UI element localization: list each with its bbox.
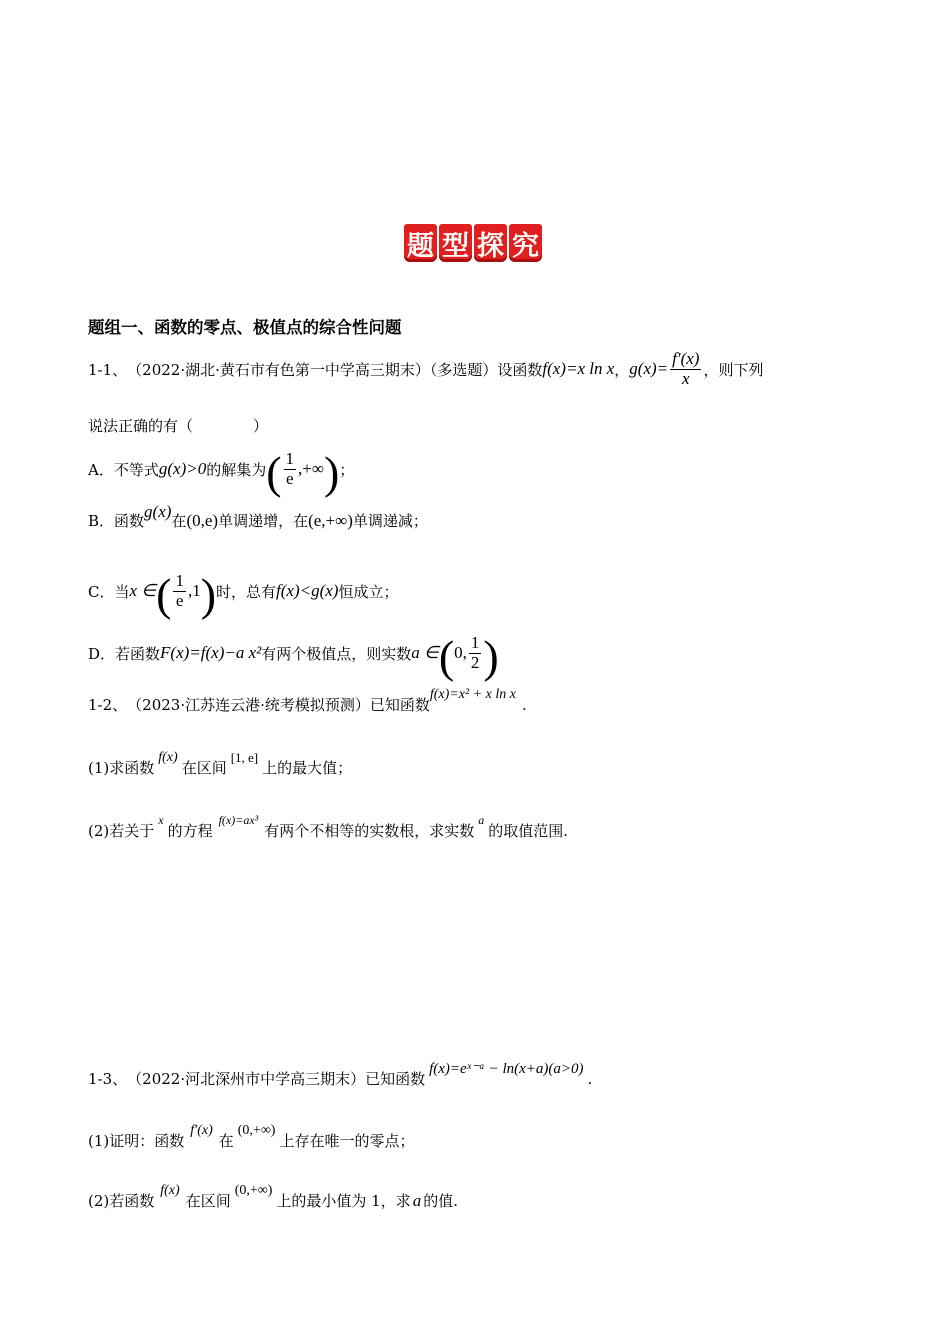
option-expression: F(x)=f(x)−a x² (160, 643, 262, 662)
variable-a: a (412, 1190, 422, 1210)
option-text: 不等式 (113, 460, 159, 479)
interval-fraction (284, 450, 297, 488)
fraction-numerator: 1 (470, 632, 480, 652)
part-text: (1)证明：函数 (88, 1132, 185, 1150)
option-expression: g(x) (144, 501, 172, 521)
option-d (88, 630, 499, 682)
interval: (0,+∞) (237, 1122, 276, 1138)
variable-a: a (478, 813, 485, 827)
part-text: 在区间 (185, 1192, 231, 1210)
question-1-3-part-1 (88, 1122, 415, 1151)
option-a (88, 446, 355, 498)
question-source: （2022·湖北·黄石市有色第一中学高三期末）（多选题）设函数 (127, 360, 543, 379)
g-numerator: f′(x) (672, 349, 700, 368)
banner-char: 题 (404, 224, 437, 262)
option-letter: A． (88, 460, 114, 479)
option-text: 在 (171, 512, 187, 530)
fraction-numerator: 1 (175, 570, 184, 590)
option-text: 时，总有 (216, 582, 277, 601)
function-f-definition: f(x)=eˣ⁻ᵃ − ln(x+a)(a>0) (429, 1061, 584, 1077)
paren-right-icon: ) (200, 569, 217, 620)
question-1-2-header (88, 686, 527, 715)
question-end: . (587, 1069, 593, 1088)
question-label: 1-3、 (88, 1070, 128, 1088)
paren-left-icon: ( (266, 447, 282, 498)
question-label: 1-1、 (88, 360, 128, 379)
fraction-denominator: 2 (470, 652, 480, 672)
banner-char: 探 (474, 224, 507, 262)
section-title: 题组一、函数的零点、极值点的综合性问题 (88, 318, 402, 337)
question-1-1-line2: 说法正确的有（ ） (88, 417, 269, 435)
interval: (0,e) (186, 510, 219, 530)
fraction-denominator: e (286, 468, 294, 488)
option-text: 有两个极值点，则实数 (261, 644, 412, 663)
part-end: 的取值范围. (488, 822, 569, 840)
g-denominator: x (682, 368, 690, 388)
banner-char: 型 (439, 224, 472, 262)
interval-head: 0, (454, 643, 467, 662)
part-text: 在 (218, 1132, 234, 1150)
option-end: 恒成立； (338, 582, 399, 601)
function-g-prefix: g(x)= (629, 359, 669, 379)
interval-fraction (173, 572, 186, 610)
option-letter: C． (88, 582, 115, 601)
option-c (88, 568, 399, 620)
section-banner (404, 224, 542, 262)
part-text: (2)若函数 (88, 1192, 155, 1210)
paren-right-icon: ) (483, 631, 499, 682)
interval-tail: ,+∞ (298, 459, 325, 478)
part-text: 有两个不相等的实数根，求实数 (264, 822, 475, 840)
question-1-3-header (88, 1061, 593, 1089)
question-1-2-part-1 (88, 749, 353, 778)
part-text: 在区间 (181, 759, 227, 777)
option-end: 单调递减； (352, 512, 428, 530)
question-1-1-header: 1-1、 （2022·湖北·黄石市有色第一中学高三期末）（多选题）设函数 f(x)=x ln x ， g(x)= $\frac{f'(x)}{x}$ ，则下列 (88, 349, 764, 388)
g-fraction (670, 350, 701, 388)
fraction-denominator: e (175, 590, 184, 610)
function-f-prime: f′(x) (190, 1122, 213, 1138)
option-text: 单调递增，在 (218, 512, 309, 530)
option-text: 函数 (114, 512, 145, 530)
banner-char: 究 (509, 224, 542, 262)
question-end: . (521, 695, 527, 714)
inequality: f(x)<g(x) (276, 581, 339, 600)
option-end: ； (339, 460, 355, 479)
part-end: 的值. (423, 1192, 458, 1210)
option-text: 若函数 (115, 644, 161, 663)
part-end: 上的最大值； (262, 759, 353, 777)
equation: f(x)=ax³ (218, 813, 259, 827)
option-expression: x ∈ (129, 581, 157, 600)
part-text: 上的最小值为 1，求 (276, 1192, 411, 1210)
interval-fraction (469, 634, 482, 672)
option-expression: g(x)>0 (158, 459, 207, 478)
question-1-2-part-2 (88, 813, 569, 841)
question-tail: ，则下列 (703, 360, 764, 379)
interval: (e,+∞) (308, 510, 353, 530)
interval-tail: ,1 (187, 581, 201, 600)
function-f: f(x) (158, 749, 178, 765)
part-text: 的方程 (167, 822, 213, 840)
option-text: 的解集为 (206, 460, 267, 479)
option-text: 当 (114, 582, 130, 601)
question-1-3-part-2 (88, 1182, 458, 1211)
function-f-definition: f(x)=x² + x ln x (429, 686, 516, 702)
variable-x: x (158, 813, 164, 827)
option-b (88, 501, 428, 531)
part-text: (2)若关于 (88, 822, 155, 840)
option-letter: D． (88, 644, 116, 663)
paren-left-icon: ( (438, 631, 455, 682)
question-label: 1-2、 (88, 696, 128, 714)
fraction-numerator: 1 (285, 448, 295, 468)
paren-left-icon: ( (156, 569, 172, 620)
function-f-definition: f(x)=x ln x (542, 359, 615, 379)
option-letter: B． (88, 512, 115, 530)
function-f: f(x) (160, 1182, 180, 1198)
interval: [1, e] (230, 749, 259, 765)
question-source: （2023·江苏连云港·统考模拟预测）已知函数 (127, 696, 430, 714)
part-text: (1)求函数 (88, 759, 155, 777)
question-source: （2022·河北深州市中学高三期末）已知函数 (127, 1070, 426, 1088)
part-end: 上存在唯一的零点； (279, 1132, 415, 1150)
variable-a: a ∈ (411, 643, 439, 662)
paren-right-icon: ) (324, 447, 340, 498)
interval: (0,+∞) (234, 1182, 273, 1198)
